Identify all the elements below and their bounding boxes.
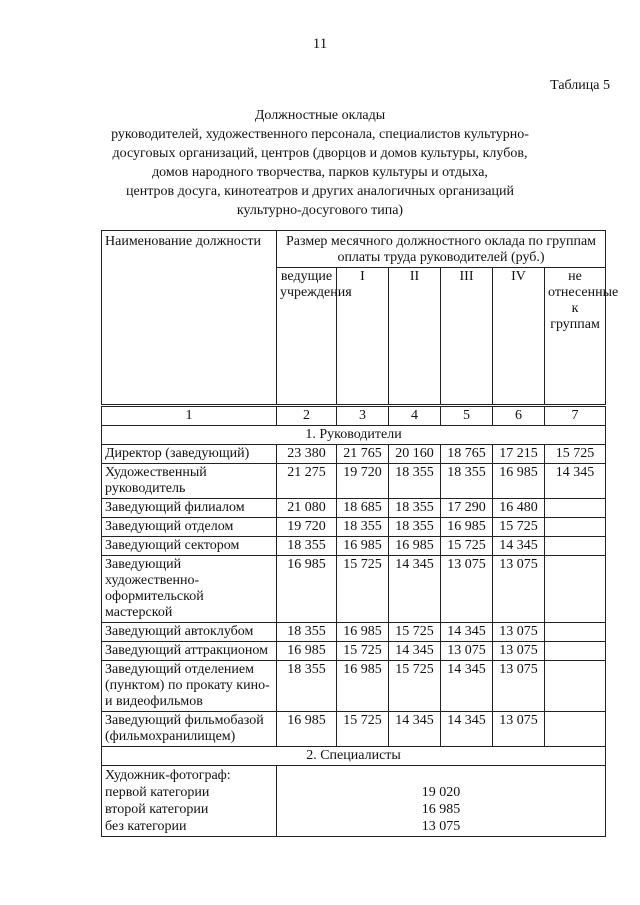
column-number: 4: [389, 406, 441, 426]
salary-value: 20 160: [389, 445, 441, 464]
specialist-value: 16 985: [421, 802, 461, 817]
table-row: [102, 623, 606, 642]
header-group-iv: IV: [493, 268, 545, 406]
table-row: [102, 537, 606, 556]
salary-value: 14 345: [389, 642, 441, 661]
salary-value: 15 725: [389, 661, 441, 712]
salary-value: 13 075: [493, 623, 545, 642]
table-row: [102, 556, 606, 623]
column-number-row: [102, 406, 606, 426]
position-name: Заведующий отделением (пунктом) по прокату кино- и видеофильмов: [102, 661, 277, 712]
salary-value: 18 355: [277, 623, 337, 642]
position-name: Директор (заведующий): [102, 445, 277, 464]
salary-value: 16 985: [277, 556, 337, 623]
position-name: Заведующий фильмобазой (фильмохранилищем): [102, 712, 277, 747]
position-name: Заведующий отделом: [102, 518, 277, 537]
position-name: Заведующий филиалом: [102, 499, 277, 518]
specialist-category: первой категории: [105, 785, 210, 800]
table-title: [0, 106, 640, 220]
salary-value: 18 355: [389, 499, 441, 518]
column-number: 1: [102, 406, 277, 426]
salary-value: 18 685: [337, 499, 389, 518]
salary-value: 23 380: [277, 445, 337, 464]
salary-value: 15 725: [337, 712, 389, 747]
salary-value: 14 345: [545, 464, 606, 499]
salary-value: 17 215: [493, 445, 545, 464]
specialist-row: [102, 766, 606, 837]
salary-value: 18 355: [389, 464, 441, 499]
salary-value: [545, 661, 606, 712]
title-line: Должностные оклады: [254, 108, 386, 123]
specialist-values: [277, 766, 606, 837]
table-row: [102, 642, 606, 661]
salary-value: 16 985: [441, 518, 493, 537]
salary-value: 17 290: [441, 499, 493, 518]
salary-value: 13 075: [493, 642, 545, 661]
table-row: [102, 518, 606, 537]
page-number: 11: [312, 36, 328, 52]
salary-value: [545, 518, 606, 537]
header-group-ii: II: [389, 268, 441, 406]
salary-value: 15 725: [441, 537, 493, 556]
salary-value: 13 075: [493, 712, 545, 747]
position-name: Заведующий аттракционом: [102, 642, 277, 661]
table-row: [102, 661, 606, 712]
salary-value: 13 075: [441, 556, 493, 623]
salary-value: 16 985: [337, 623, 389, 642]
title-line: центров досуга, кинотеатров и других аналогичных организаций: [126, 184, 514, 199]
header-group-iii: III: [441, 268, 493, 406]
position-name: Заведующий автоклубом: [102, 623, 277, 642]
salary-value: 21 275: [277, 464, 337, 499]
salary-value: 14 345: [389, 556, 441, 623]
specialist-positions: [102, 766, 277, 837]
salary-value: 14 345: [441, 623, 493, 642]
salary-value: 16 985: [337, 661, 389, 712]
salary-value: 16 480: [493, 499, 545, 518]
table-label: Таблица 5: [550, 78, 610, 93]
salary-value: 15 725: [545, 445, 606, 464]
salary-value: 16 985: [277, 712, 337, 747]
salary-value: 15 725: [493, 518, 545, 537]
salary-value: 13 075: [441, 642, 493, 661]
table-row: [102, 499, 606, 518]
salary-value: 16 985: [277, 642, 337, 661]
table-row: [102, 464, 606, 499]
position-name: Художественный руководитель: [102, 464, 277, 499]
salary-value: [545, 712, 606, 747]
table-row: [102, 445, 606, 464]
header-group-unassigned: не отнесенные к группам: [545, 268, 606, 406]
table-row: [102, 712, 606, 747]
header-group-i: I: [337, 268, 389, 406]
salary-value: 16 985: [389, 537, 441, 556]
specialist-title: Художник-фотограф:: [105, 768, 231, 783]
salary-value: 16 985: [337, 537, 389, 556]
title-line: культурно-досугового типа): [236, 203, 404, 218]
salary-value: [545, 499, 606, 518]
specialist-category: без категории: [105, 819, 187, 834]
salary-value: [545, 537, 606, 556]
salary-value: 18 355: [337, 518, 389, 537]
section-title-specialists: 2. Специалисты: [102, 747, 606, 766]
header-salary-groups: Размер месячного должностного оклада по группам оплаты труда руководителей (руб.): [277, 231, 606, 268]
salary-value: [545, 556, 606, 623]
salary-value: 13 075: [493, 661, 545, 712]
salary-value: 14 345: [493, 537, 545, 556]
salary-value: 14 345: [389, 712, 441, 747]
salary-value: [545, 623, 606, 642]
salary-value: 15 725: [337, 556, 389, 623]
salary-value: 21 080: [277, 499, 337, 518]
column-number: 6: [493, 406, 545, 426]
specialist-value: 13 075: [421, 819, 461, 834]
title-line: досуговых организаций, центров (дворцов и домов культуры, клубов,: [112, 146, 528, 161]
salary-value: 18 355: [277, 537, 337, 556]
position-name: Заведующий художественно-оформительской мастерской: [102, 556, 277, 623]
column-number: 7: [545, 406, 606, 426]
column-number: 5: [441, 406, 493, 426]
specialist-value: 19 020: [421, 785, 461, 800]
salary-value: 14 345: [441, 661, 493, 712]
section-row: [102, 426, 606, 445]
section-row: [102, 747, 606, 766]
salary-value: 18 765: [441, 445, 493, 464]
salary-value: 15 725: [337, 642, 389, 661]
salary-value: 16 985: [493, 464, 545, 499]
salary-value: 21 765: [337, 445, 389, 464]
header-position: Наименование должности: [102, 231, 277, 406]
salary-value: 18 355: [277, 661, 337, 712]
header-row: [102, 231, 606, 268]
salary-value: 14 345: [441, 712, 493, 747]
title-line: домов народного творчества, парков культуры и отдыха,: [152, 165, 488, 180]
column-number: 2: [277, 406, 337, 426]
salary-value: [545, 642, 606, 661]
title-line: руководителей, художественного персонала, специалистов культурно-: [111, 127, 529, 142]
header-group-leading: ведущие учреждения: [277, 268, 337, 406]
column-number: 3: [337, 406, 389, 426]
salary-value: 19 720: [277, 518, 337, 537]
salary-value: 13 075: [493, 556, 545, 623]
salary-table: [101, 230, 619, 837]
position-name: Заведующий сектором: [102, 537, 277, 556]
specialist-category: второй категории: [105, 802, 209, 817]
section-title-managers: 1. Руководители: [102, 426, 606, 445]
salary-value: 19 720: [337, 464, 389, 499]
salary-value: 15 725: [389, 623, 441, 642]
salary-value: 18 355: [441, 464, 493, 499]
salary-value: 18 355: [389, 518, 441, 537]
